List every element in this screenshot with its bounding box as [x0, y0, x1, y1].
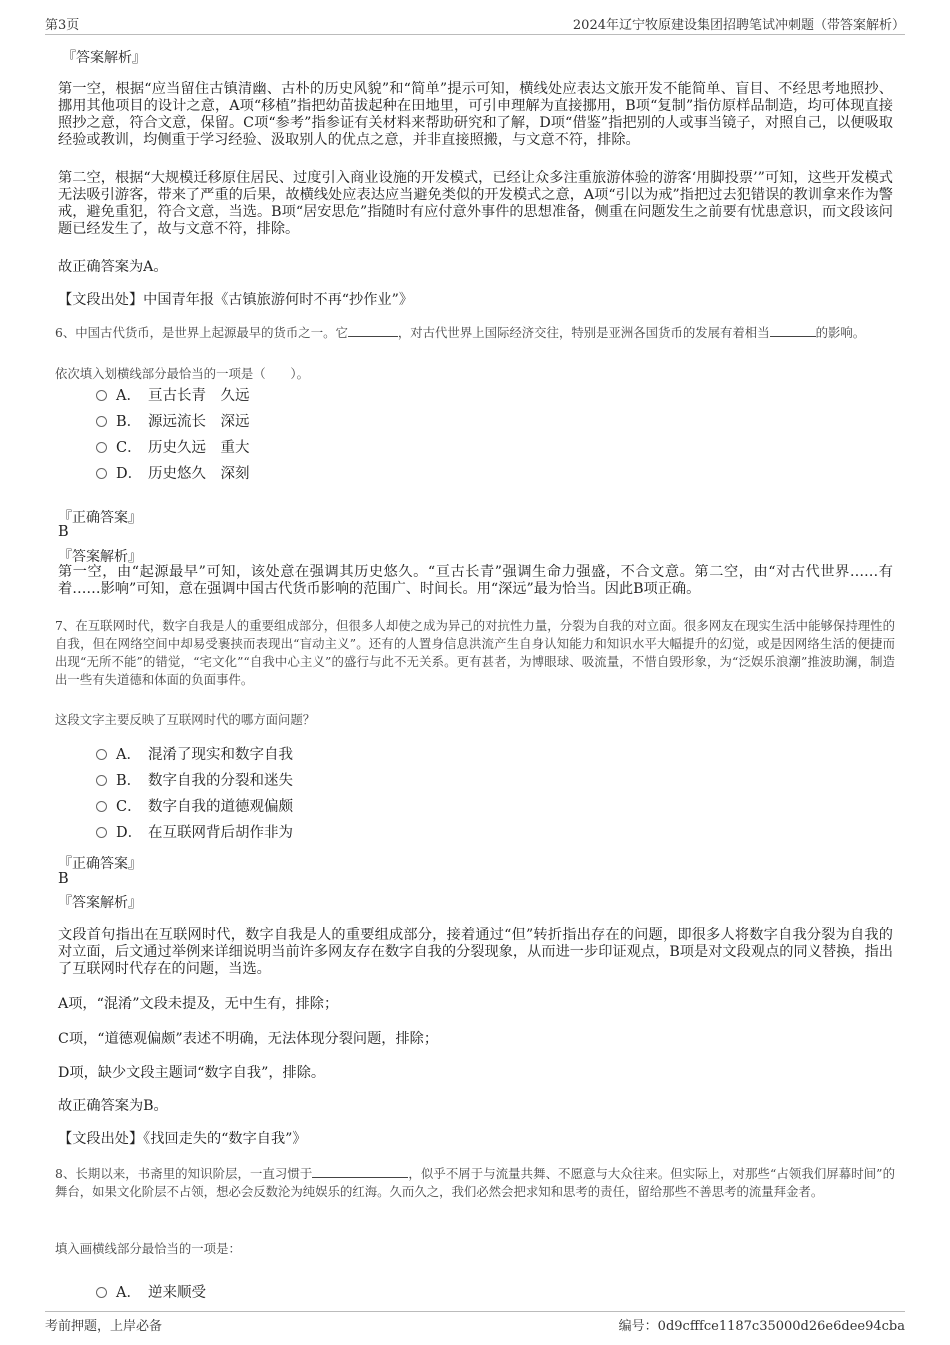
- option-b[interactable]: B． 源远流长 深远: [96, 412, 250, 432]
- correct-answer-label: 『正确答案』: [58, 856, 142, 872]
- option-a-note: A项，“混淆”文段未提及，无中生有，排除；: [58, 996, 339, 1012]
- radio-icon[interactable]: [96, 775, 107, 786]
- option-a[interactable]: A． 混淆了现实和数字自我: [96, 745, 293, 765]
- page-footer: [45, 1311, 905, 1334]
- fill-blank: [312, 1165, 408, 1178]
- radio-icon[interactable]: [96, 749, 107, 760]
- source-citation: 【文段出处】《找回走失的“数字自我”》: [58, 1131, 307, 1147]
- page-number: 第3页: [45, 18, 80, 33]
- option-c-note: C项，“道德观偏颇”表述不明确，无法体现分裂问题，排除；: [58, 1031, 439, 1047]
- document-id: 编号：0d9cfffce1187c35000d26e6dee94cba: [618, 1319, 905, 1334]
- footer-slogan: 考前押题，上岸必备: [45, 1319, 163, 1334]
- answer-conclusion: 故正确答案为A。: [58, 259, 168, 275]
- question-8-prompt: 填入画横线部分最恰当的一项是：: [55, 1241, 241, 1256]
- page-header: [45, 12, 905, 35]
- fill-blank: [770, 324, 816, 337]
- question-6-text: 6、中国古代货币，是世界上起源最早的货币之一。它 ，对古代世界上国际经济交往，特别是亚洲各国货币的发展有着相当 的影响。: [55, 325, 866, 340]
- question-6-prompt: 依次填入划横线部分最恰当的一项是（ ）。: [55, 366, 310, 381]
- source-citation: 【文段出处】中国青年报《古镇旅游何时不再“抄作业”》: [58, 292, 414, 308]
- option-c[interactable]: C． 数字自我的道德观偏颇: [96, 797, 293, 817]
- radio-icon[interactable]: [96, 416, 107, 427]
- option-a[interactable]: A． 亘古长青 久远: [96, 386, 250, 406]
- radio-icon[interactable]: [96, 468, 107, 479]
- question-7-text: 7、在互联网时代，数字自我是人的重要组成部分，但很多人却使之成为异己的对抗性力量，分裂为自我的对立面。很多网友在现实生活中能够保持理性的自我，但在网络空间中却易受裹挟而表现出“盲动主义”。还有的人置身信息洪流产生自身认知能力和知识水平大幅提升的幻觉，或是因网络生活的便捷而出现“无所不能”的错觉，“宅文化”“自我中心主义”的盛行与此不无关系。更有甚者，为博眼球、吸流量，不惜自毁形象，为“泛娱乐浪潮”推波助澜，制造出一些有失道德和体面的负面事件。: [55, 618, 895, 687]
- radio-icon[interactable]: [96, 390, 107, 401]
- analysis-paragraph-1: 第一空，根据“应当留住古镇清幽、古朴的历史风貌”和“简单”提示可知，横线处应表达文旅开发不能简单、盲目、不经思考地照抄、挪用其他项目的设计之意，A项“移植”指把幼苗拔起种在田地里，可引申理解为直接挪用，B项“复制”指仿原样品制造，均可体现直接照抄之意，符合文意，保留。C项“参考”指参证有关材料来帮助研究和了解，D项“借鉴”指把别的人或事当镜子，对照自己，以便吸取经验或教训，均侧重于学习经验、汲取别人的优点之意，并非直接照搬，与文意不符，排除。: [58, 81, 893, 148]
- question-8-text: 8、长期以来，书斋里的知识阶层，一直习惯于 ，似乎不屑于与流量共舞、不愿意与大众往来。但实际上，对那些“占领我们屏幕时间”的舞台，如果文化阶层不占领，想必会反数沦为纯娱乐的红海。久而久之，我们必然会把求知和思考的责任，留给那些不善思考的流量拜金者。: [55, 1166, 895, 1199]
- answer-conclusion: 故正确答案为B。: [58, 1098, 168, 1114]
- document-title: 2024年辽宁牧原建设集团招聘笔试冲刺题（带答案解析）: [572, 18, 905, 33]
- radio-icon[interactable]: [96, 827, 107, 838]
- analysis-label: 『答案解析』: [62, 50, 146, 66]
- fill-blank: [348, 324, 398, 337]
- correct-answer-label: 『正确答案』: [58, 510, 142, 526]
- question-7-prompt: 这段文字主要反映了互联网时代的哪方面问题？: [55, 712, 316, 727]
- option-b[interactable]: B． 数字自我的分裂和迷失: [96, 771, 293, 791]
- radio-icon[interactable]: [96, 1287, 107, 1298]
- option-d[interactable]: D． 在互联网背后胡作非为: [96, 823, 293, 843]
- question-6-analysis: 第一空，由“起源最早”可知，该处意在强调其历史悠久。“亘古长青”强调生命力强盛，不合文意。第二空，由“对古代世界……有着……影响”可知，意在强调中国古代货币影响的范围广、时间长。用“深远”最为恰当。因此B项正确。: [58, 564, 893, 597]
- option-a[interactable]: A． 逆来顺受: [96, 1283, 206, 1303]
- analysis-label: 『答案解析』: [58, 895, 142, 911]
- correct-answer: B: [58, 524, 69, 540]
- option-d[interactable]: D． 历史悠久 深刻: [96, 464, 250, 484]
- correct-answer: B: [58, 871, 69, 887]
- question-7-analysis: 文段首句指出在互联网时代，数字自我是人的重要组成部分，接着通过“但”转折指出存在的问题，即很多人将数字自我分裂为自我的对立面，后文通过举例来详细说明当前许多网友存在数字自我的分裂现象，从而进一步印证观点，B项是对文段观点的同义替换，指出了互联网时代存在的问题，当选。: [58, 927, 893, 977]
- radio-icon[interactable]: [96, 801, 107, 812]
- analysis-paragraph-2: 第二空，根据“大规模迁移原住居民、过度引入商业设施的开发模式，已经让众多注重旅游体验的游客‘用脚投票’”可知，这些开发模式无法吸引游客，带来了严重的后果，故横线处应表达应当避免类似的开发模式之意，A项“引以为戒”指把过去犯错误的教训拿来作为警戒，避免重犯，符合文意，当选。B项“居安思危”指随时有应付意外事件的思想准备，侧重在问题发生之前要有忧患意识，而文段该问题已经发生了，故与文意不符，排除。: [58, 170, 893, 237]
- analysis-label: 『答案解析』: [58, 549, 142, 565]
- option-c[interactable]: C． 历史久远 重大: [96, 438, 250, 458]
- option-d-note: D项，缺少文段主题词“数字自我”，排除。: [58, 1065, 326, 1081]
- radio-icon[interactable]: [96, 442, 107, 453]
